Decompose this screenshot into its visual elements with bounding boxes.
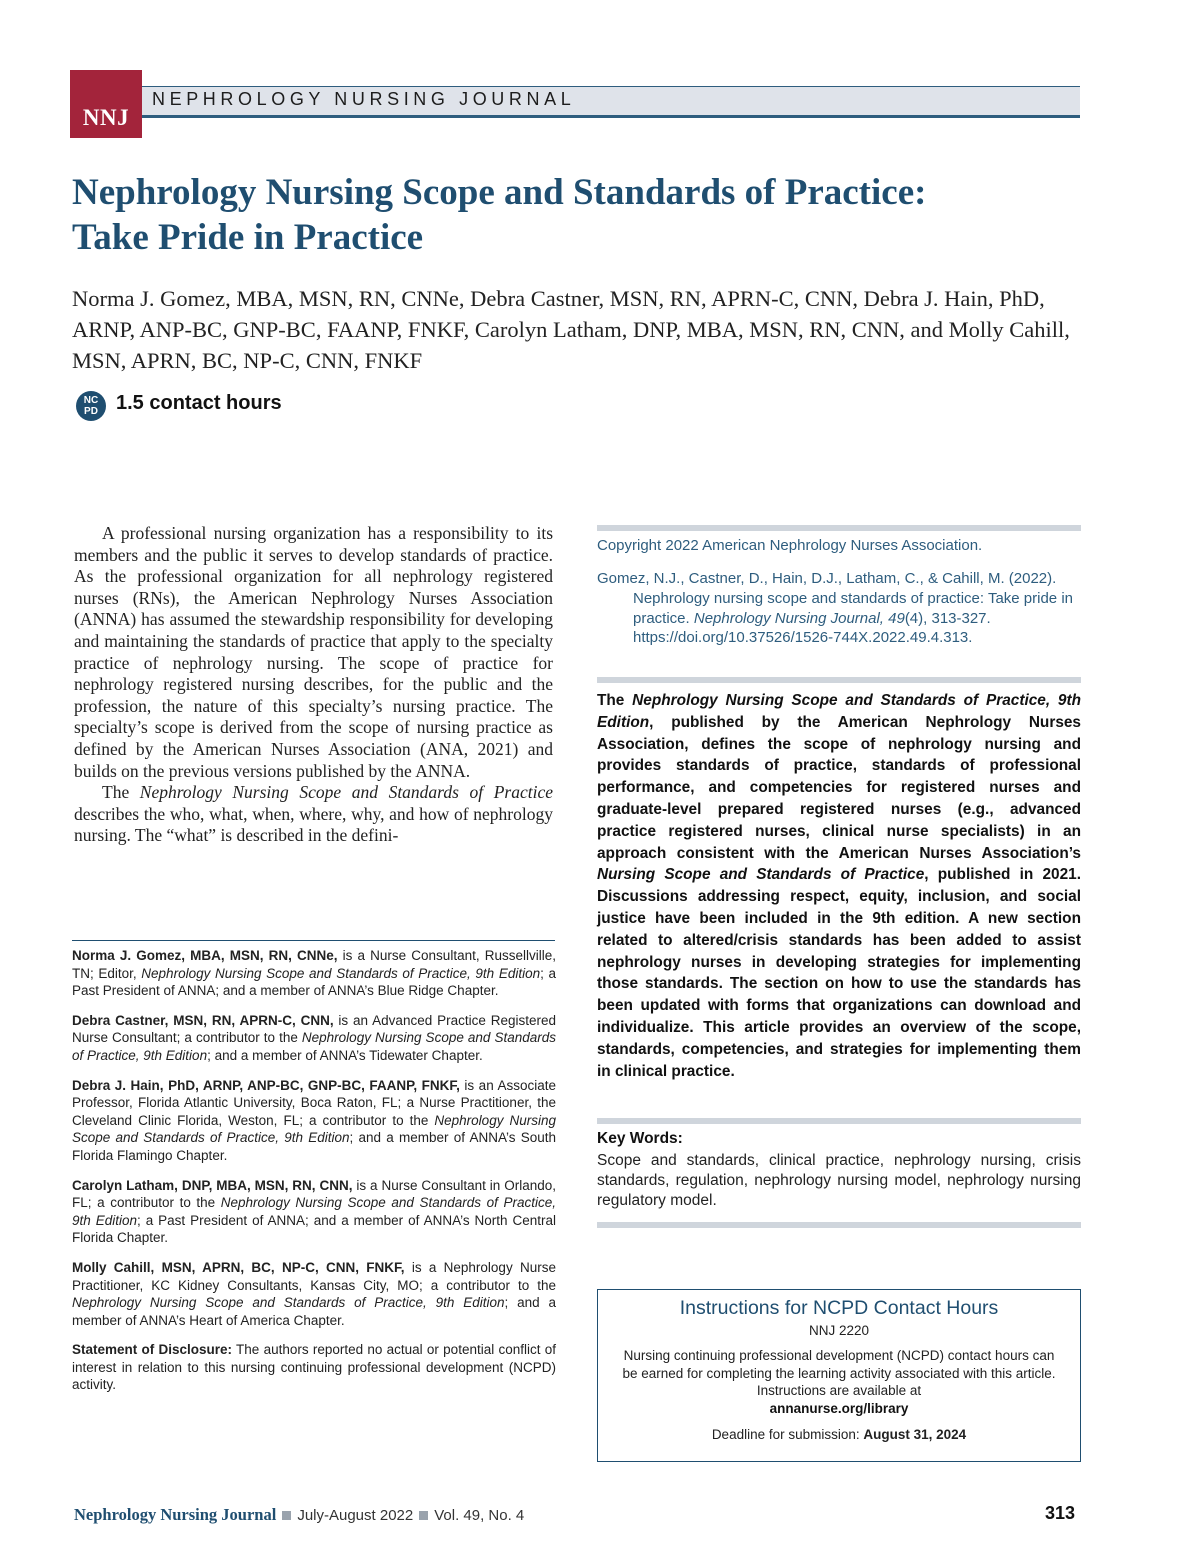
ncpd-deadline: Deadline for submission: August 31, 2024 — [711, 1427, 967, 1443]
article-title — [72, 170, 1122, 260]
logo-text: NNJ — [82, 105, 130, 130]
disclosure-statement: Statement of Disclosure: The authors reported no actual or potential conflict of interest in relation to this nursing continuing professional development (NCPD) activity. — [72, 1342, 556, 1393]
ncpd-description: Nursing continuing professional development (NCPD) contact hours can be earned for completing the learning activity associated with this article. Instructions are available at — [622, 1348, 1056, 1399]
keywords: Scope and standards, clinical practice, nephrology nursing, crisis standards, regulation, nephrology nursing model, nephrology nursing regulatory model. — [597, 1152, 1081, 1209]
body-paragraph-2: The Nephrology Nursing Scope and Standards of Practice describes the who, what, when, where, why, and how of nephrology nursing. The “what” is described in the defini- — [74, 782, 553, 846]
bio-latham: Carolyn Latham, DNP, MBA, MSN, RN, CNN, is a Nurse Consultant in Orlando, FL; a contributor to the Nephrology Nursing Scope and Standards of Practice, 9th Edition; a Past President of ANNA; and a member of ANNA’s North Central Florida Chapter. — [72, 1177, 557, 1246]
body-text — [74, 523, 553, 847]
ncpd-title: Instructions for NCPD Contact Hours — [679, 1297, 999, 1319]
ncpd-instructions-box — [597, 1289, 1081, 1462]
ncpd-badge-icon: NC PD — [76, 391, 106, 421]
doi-link[interactable]: (4), 313-327. https://doi.org/10.37526/1526-744X.2022.49.4.313. — [633, 609, 991, 647]
journal-logo — [70, 70, 142, 138]
sidebar-rule-2 — [597, 677, 1081, 683]
author-bios — [72, 947, 556, 1406]
journal-banner — [142, 87, 1080, 118]
footer-volume: Vol. 49, No. 4 — [434, 1506, 525, 1524]
ncpd-library-link[interactable]: annanurse.org/library — [769, 1400, 909, 1416]
copyright-line: Copyright 2022 American Nephrology Nurses Association. — [597, 537, 983, 554]
page-footer — [74, 1505, 524, 1525]
footer-separator-icon — [419, 1511, 428, 1520]
body-paragraph-1: A professional nursing organization has a responsibility to its members and the public it serves to develop standards of practice. As the professional organization for all nephrology registered nurses (RNs), the American Nephrology Nurses Association (ANNA) has assumed the stewardship responsibility for developing and maintaining the standards of practice that apply to the specialty practice of nephrology nursing. The scope of practice for nephrology registered nursing describes, for the public and the profession, the nature of this specialty’s nursing practice. The specialty’s scope is derived from the scope of nursing practice as defined by the American Nurses Association (ANA, 2021) and builds on the previous versions published by the ANNA. — [74, 523, 553, 781]
sidebar-rule-top — [597, 525, 1081, 531]
footer-issue-date: July-August 2022 — [297, 1506, 414, 1524]
keywords-heading: Key Words: — [597, 1130, 683, 1147]
page-number: 313 — [1045, 1503, 1076, 1523]
ncpd-code: NNJ 2220 — [808, 1323, 870, 1338]
title-line-2: Take Pride in Practice — [72, 217, 424, 258]
title-line-1: Nephrology Nursing Scope and Standards of Practice: — [72, 172, 927, 213]
bio-gomez: Norma J. Gomez, MBA, MSN, RN, CNNe, is a Nurse Consultant, Russellville, TN; Editor, Nephrology Nursing Scope and Standards of Practice, 9th Edition; a Past President of ANNA; and a member of ANNA’s Blue Ridge Chapter. — [72, 948, 557, 999]
abstract: The Nephrology Nursing Scope and Standards of Practice, 9th Edition, published by the American Nephrology Nurses Association, defines the scope of nephrology nursing and provides standards of practice, standards of professional performance, and competencies for registered nurses and graduate-level prepared registered nurses (e.g., advanced practice registered nurses, clinical nurse specialists) in an approach consistent with the American Nurses Association’s Nursing Scope and Standards of Practice, published in 2021. Discussions addressing respect, equity, inclusion, and social justice have been included in the 9th edition. A new section related to altered/crisis standards has been added to assist nephrology nurses in developing strategies for implementing those standards. The section on how to use the standards has been updated with forms that organizations can download and individualize. This article provides an overview of the scope, standards, competencies, and strategies for implementing them in clinical practice. — [597, 692, 1081, 1080]
bio-cahill: Molly Cahill, MSN, APRN, BC, NP-C, CNN, FNKF, is a Nephrology Nurse Practitioner, KC Kidney Consultants, Kansas City, MO; a contributor to the Nephrology Nursing Scope and Standards of Practice, 9th Edition; and a member of ANNA’s Heart of America Chapter. — [72, 1259, 556, 1328]
sidebar-rule-4 — [597, 1222, 1081, 1228]
journal-name: NEPHROLOGY NURSING JOURNAL — [152, 89, 576, 109]
author-list: Norma J. Gomez, MBA, MSN, RN, CNNe, Debra Castner, MSN, RN, APRN-C, CNN, Debra J. Hain, PhD, ARNP, ANP-BC, GNP-BC, FAANP, FNKF, Carolyn Latham, DNP, MBA, MSN, RN, CNN, and Molly Cahill, MSN, APRN, BC, NP-C, CNN, FNKF — [72, 286, 1070, 373]
bio-hain: Debra J. Hain, PhD, ARNP, ANP-BC, GNP-BC, FAANP, FNKF, is an Associate Professor, Florida Atlantic University, Boca Raton, FL; a Nurse Practitioner, the Cleveland Clinic Florida, Weston, FL; a contributor to the Nephrology Nursing Scope and Standards of Practice, 9th Edition; and a member of ANNA’s South Florida Flamingo Chapter. — [72, 1077, 556, 1163]
bio-divider — [72, 940, 555, 941]
sidebar-rule-3 — [597, 1118, 1081, 1124]
contact-hours: 1.5 contact hours — [116, 392, 282, 414]
bio-castner: Debra Castner, MSN, RN, APRN-C, CNN, is an Advanced Practice Registered Nurse Consultant; a contributor to the Nephrology Nursing Scope and Standards of Practice, 9th Edition; and a member of ANNA’s Tidewater Chapter. — [72, 1012, 556, 1063]
footer-journal: Nephrology Nursing Journal — [74, 1505, 277, 1524]
citation: Gomez, N.J., Castner, D., Hain, D.J., Latham, C., & Cahill, M. (2022). Nephrology nursing scope and standards of practice: Take pride in practice. Nephrology Nursing Journal, 49(4), 313-327. https://doi.org/10.37526/1526-744X.2022.49.4.313. — [597, 570, 1073, 647]
footer-separator-icon — [282, 1511, 291, 1520]
